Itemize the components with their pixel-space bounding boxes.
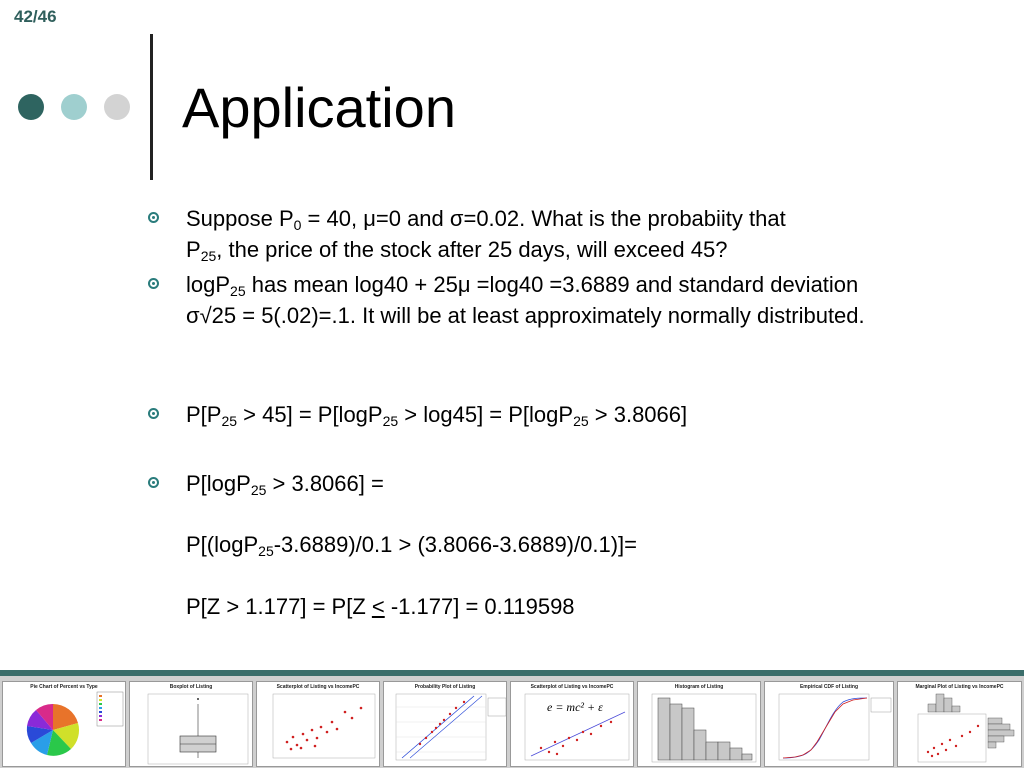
bullet-1 bbox=[186, 203, 906, 265]
equation-line-standardize bbox=[186, 529, 637, 560]
bullet-text: > log45] = P[logP bbox=[398, 402, 574, 427]
thumbnail-histogram bbox=[637, 681, 761, 767]
thumbnail-title: Empirical CDF of Listing bbox=[799, 684, 859, 690]
thumbnail-title: Marginal Plot of Listing vs IncomePC bbox=[915, 684, 1004, 690]
bullet-text: = 40, μ=0 and σ=0.02. What is the probabiity that bbox=[301, 206, 786, 231]
subscript: 25 bbox=[573, 413, 589, 429]
subscript: 25 bbox=[200, 248, 217, 264]
bullet-text: logP bbox=[186, 272, 231, 297]
bullet-text: , the price of the stock after 25 days, will exceed 45? bbox=[216, 237, 728, 262]
scatterplot-fit-icon bbox=[511, 682, 634, 767]
formula-text: e = mc² + ε bbox=[547, 700, 603, 714]
bullet-marker-icon bbox=[148, 278, 159, 289]
thumbnail-title: Pie Chart of Percent vs Type bbox=[30, 684, 98, 690]
equation-text: P[Z > 1.177] = P[Z bbox=[186, 594, 372, 619]
histogram-icon bbox=[638, 682, 761, 767]
bullet-marker-icon bbox=[148, 408, 159, 419]
thumbnail-pie-chart bbox=[2, 681, 126, 767]
thumbnail-title: Scatterplot of Listing vs IncomePC bbox=[276, 684, 360, 690]
bullet-text: > 3.8066] = bbox=[266, 471, 384, 496]
equation-text: -3.6889)/0.1 > (3.8066-3.6889)/0.1)]= bbox=[273, 532, 637, 557]
bullet-text: P[logP bbox=[186, 471, 251, 496]
bullet-text: has mean log40 + 25μ =log40 =3.6889 and standard deviation σ√25 = 5(.02)=.1. It will be at least approximately normally distributed. bbox=[186, 272, 865, 328]
decor-dot-grey bbox=[104, 94, 130, 120]
thumbnail-empirical-cdf bbox=[764, 681, 894, 767]
thumbnail-title: Boxplot of Listing bbox=[169, 684, 213, 690]
thumbnail-title: Probability Plot of Listing bbox=[414, 684, 476, 690]
less-equal-sign: < bbox=[371, 594, 385, 619]
title-divider bbox=[150, 34, 153, 180]
marginal-plot-icon bbox=[898, 682, 1022, 767]
cdf-icon bbox=[765, 682, 894, 767]
thumbnail-title: Histogram of Listing bbox=[674, 684, 724, 690]
slide-title: Application bbox=[182, 76, 456, 139]
thumbnail-scatterplot-formula bbox=[510, 681, 634, 767]
bullet-marker-icon bbox=[148, 212, 159, 223]
bullet-4 bbox=[186, 468, 906, 499]
page-number: 42/46 bbox=[14, 7, 57, 26]
subscript: 25 bbox=[382, 413, 399, 429]
thumbnail-scatterplot bbox=[256, 681, 380, 767]
thumbnail-probability-plot bbox=[383, 681, 507, 767]
subscript: 25 bbox=[230, 283, 246, 299]
thumbnail-boxplot bbox=[129, 681, 253, 767]
bullet-text: P bbox=[186, 237, 201, 262]
thumbnail-strip-bar bbox=[0, 670, 1024, 676]
thumbnail-title: Scatterplot of Listing vs IncomePC bbox=[530, 684, 614, 690]
probability-plot-icon bbox=[384, 682, 507, 767]
decor-dot-dark bbox=[18, 94, 44, 120]
equation-text: -1.177] = 0.119598 bbox=[384, 594, 575, 619]
pie-chart-icon bbox=[3, 682, 126, 767]
bullet-text: Suppose P bbox=[186, 206, 294, 231]
boxplot-icon bbox=[130, 682, 253, 767]
thumbnail-marginal-plot bbox=[897, 681, 1022, 767]
subscript: 25 bbox=[221, 413, 238, 429]
bullet-3 bbox=[186, 399, 906, 430]
subscript: 25 bbox=[250, 482, 267, 498]
bullet-text: > 45] = P[logP bbox=[237, 402, 383, 427]
bullet-marker-icon bbox=[148, 477, 159, 488]
bullet-2 bbox=[186, 269, 866, 331]
bullet-text: > 3.8066] bbox=[588, 402, 688, 427]
subscript: 25 bbox=[258, 543, 274, 559]
equation-line-result bbox=[186, 591, 575, 622]
equation-text: P[(logP bbox=[186, 532, 259, 557]
scatterplot-icon bbox=[257, 682, 380, 767]
bullet-text: P[P bbox=[186, 402, 222, 427]
decor-dot-light bbox=[61, 94, 87, 120]
subscript: 0 bbox=[293, 217, 302, 233]
